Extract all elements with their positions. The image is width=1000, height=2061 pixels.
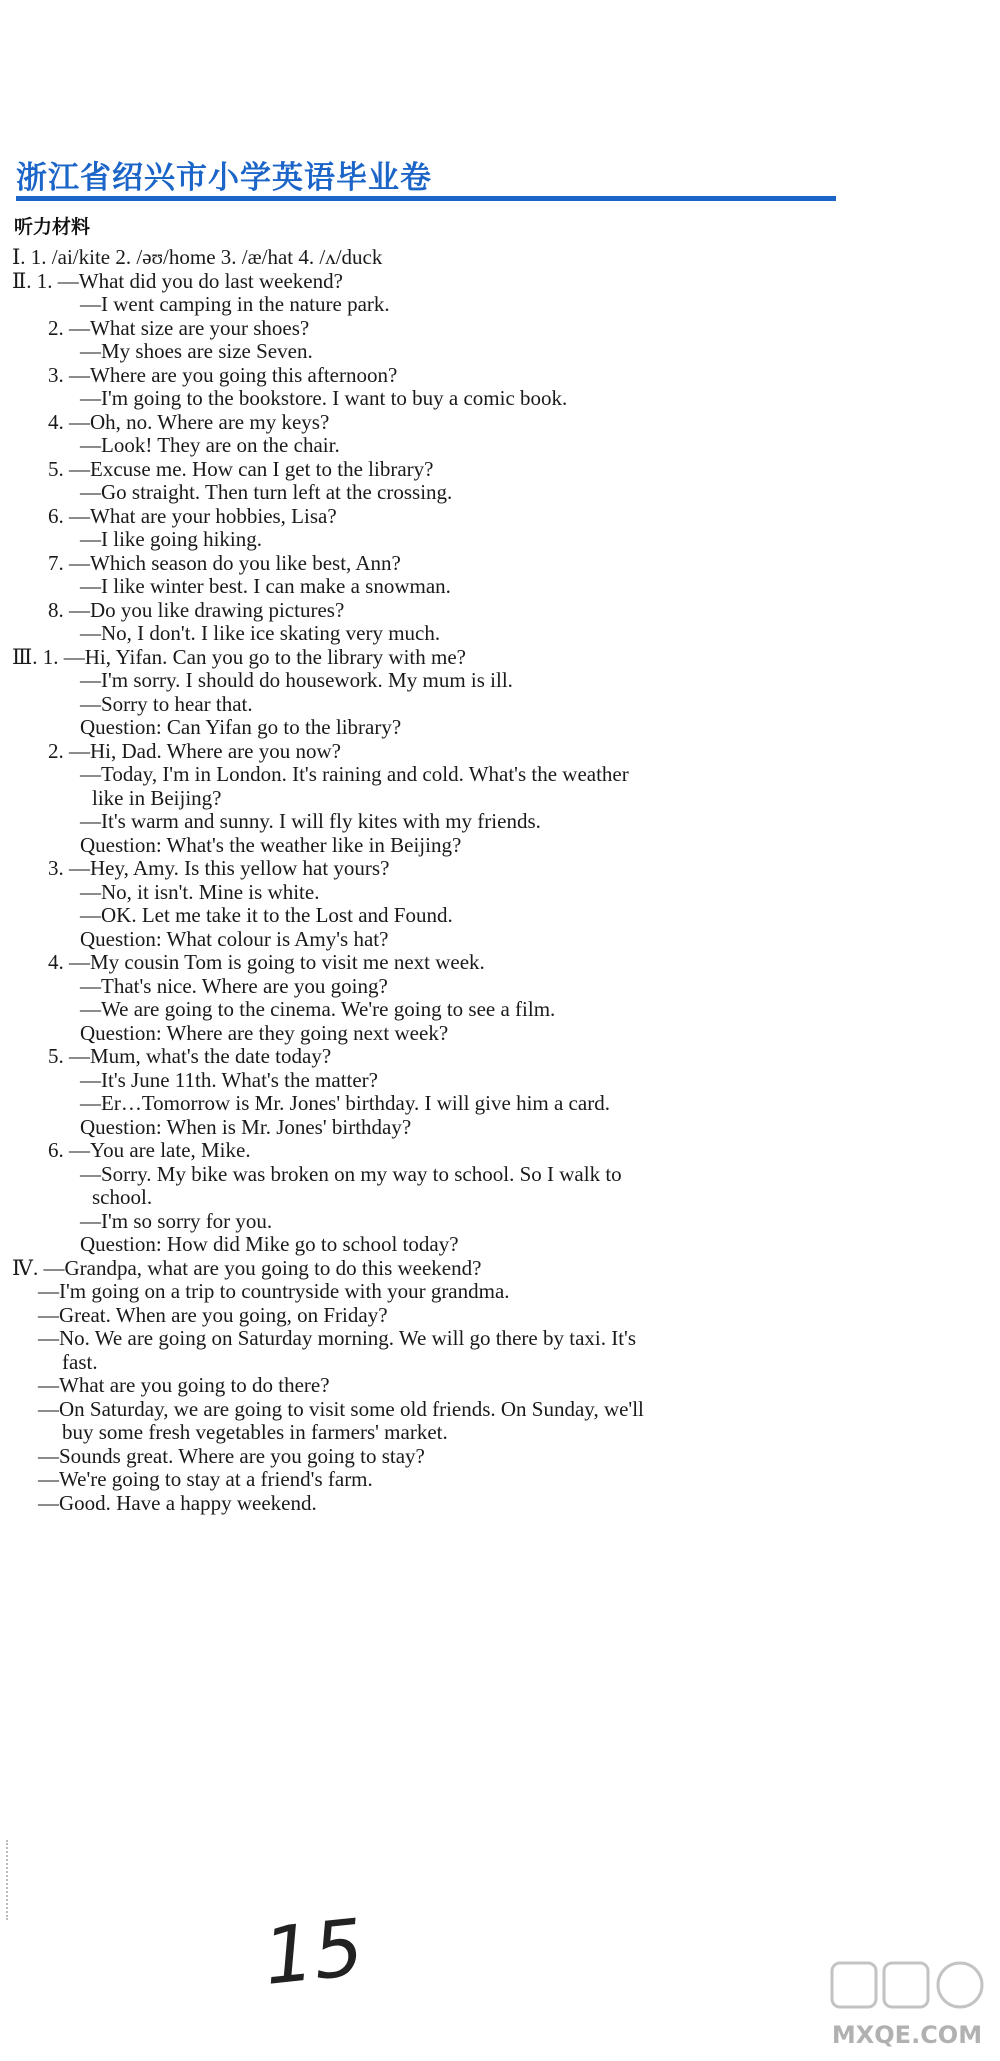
watermark-text: MXQE.COM: [831, 2021, 983, 2049]
transcript-line: buy some fresh vegetables in farmers' market.: [62, 1420, 448, 1444]
transcript-line: 6. —You are late, Mike.: [48, 1138, 251, 1162]
transcript-line: 6. —What are your hobbies, Lisa?: [48, 503, 337, 528]
transcript-line: Ⅱ. 1. —What did you do last weekend?: [12, 268, 343, 293]
transcript-line: —Look! They are on the chair.: [80, 433, 340, 457]
title-underline: [16, 196, 836, 201]
transcript-line: 8. —Do you like drawing pictures?: [48, 597, 345, 622]
transcript-line: like in Beijing?: [92, 785, 222, 810]
transcript-line: 3. —Where are you going this afternoon?: [48, 362, 398, 387]
transcript-line: —No, I don't. I like ice skating very much.: [80, 621, 441, 645]
transcript-line: —Er…Tomorrow is Mr. Jones' birthday. I will give him a card.: [80, 1091, 610, 1115]
transcript-line: Ⅰ. 1. /ai/kite 2. /əʊ/home 3. /æ/hat 4. /ʌ/duck: [12, 245, 383, 269]
transcript-line: —On Saturday, we are going to visit some old friends. On Sunday, we'll: [38, 1396, 644, 1421]
transcript-line: 4. —Oh, no. Where are my keys?: [48, 409, 330, 434]
transcript-line: —It's warm and sunny. I will fly kites with my friends.: [80, 809, 541, 833]
transcript-line: —OK. Let me take it to the Lost and Found.: [80, 903, 453, 927]
transcript-line: —Today, I'm in London. It's raining and cold. What's the weather: [80, 762, 629, 786]
transcript-line: —I like going hiking.: [80, 527, 262, 551]
page-title: 浙江省绍兴市小学英语毕业卷: [16, 160, 432, 196]
transcript-line: Ⅳ. —Grandpa, what are you going to do this weekend?: [12, 1255, 482, 1280]
transcript-line: —It's June 11th. What's the matter?: [80, 1067, 378, 1092]
transcript-line: —I'm sorry. I should do housework. My mum is ill.: [80, 668, 513, 692]
transcript-line: —I'm so sorry for you.: [80, 1208, 273, 1233]
scan-edge-marks: [6, 1840, 8, 1920]
transcript-line: 4. —My cousin Tom is going to visit me next week.: [48, 950, 485, 974]
transcript-line: —Great. When are you going, on Friday?: [38, 1302, 388, 1327]
transcript-line: Question: What colour is Amy's hat?: [80, 926, 389, 951]
transcript-line: 3. —Hey, Amy. Is this yellow hat yours?: [48, 856, 390, 880]
transcript-line: 2. —What size are your shoes?: [48, 315, 310, 340]
transcript-line: —No, it isn't. Mine is white.: [80, 879, 320, 904]
transcript-line: 5. —Mum, what's the date today?: [48, 1044, 332, 1068]
transcript-line: —Good. Have a happy weekend.: [38, 1490, 317, 1515]
transcript-line: school.: [92, 1185, 153, 1209]
transcript-line: 2. —Hi, Dad. Where are you now?: [48, 738, 341, 763]
transcript-line: fast.: [62, 1349, 98, 1374]
transcript-line: Question: How did Mike go to school today?: [80, 1232, 459, 1256]
transcript-line: —My shoes are size Seven.: [80, 339, 313, 363]
transcript-line: —What are you going to do there?: [38, 1373, 330, 1397]
transcript-line: Question: Can Yifan go to the library?: [80, 715, 402, 739]
section-heading: 听力材料: [14, 216, 91, 238]
transcript-line: Ⅲ. 1. —Hi, Yifan. Can you go to the library with me?: [12, 644, 466, 669]
transcript-line: —No. We are going on Saturday morning. We will go there by taxi. It's: [38, 1326, 637, 1350]
transcript-line: —We are going to the cinema. We're going to see a film.: [80, 997, 556, 1021]
transcript-line: —That's nice. Where are you going?: [80, 973, 388, 998]
transcript-line: 7. —Which season do you like best, Ann?: [48, 550, 401, 575]
transcript-line: —We're going to stay at a friend's farm.: [38, 1467, 373, 1491]
transcript-line: —I like winter best. I can make a snowman.: [80, 574, 451, 598]
watermark-logo: [822, 1955, 992, 2055]
transcript-line: —Sounds great. Where are you going to stay?: [38, 1443, 425, 1468]
transcript-line: —I'm going on a trip to countryside with your grandma.: [38, 1279, 510, 1303]
transcript-line: —I went camping in the nature park.: [80, 292, 390, 316]
transcript-line: —Go straight. Then turn left at the crossing.: [80, 480, 453, 504]
transcript-line: 5. —Excuse me. How can I get to the library?: [48, 456, 434, 481]
transcript-line: Question: What's the weather like in Beijing?: [80, 832, 462, 857]
transcript-line: —Sorry. My bike was broken on my way to school. So I walk to: [80, 1161, 622, 1186]
transcript-line: —Sorry to hear that.: [80, 691, 253, 716]
transcript-line: Question: Where are they going next week?: [80, 1020, 449, 1045]
handwritten-page-number: 15: [259, 1903, 368, 2003]
transcript-line: Question: When is Mr. Jones' birthday?: [80, 1114, 412, 1139]
transcript-line: —I'm going to the bookstore. I want to buy a comic book.: [80, 386, 568, 410]
